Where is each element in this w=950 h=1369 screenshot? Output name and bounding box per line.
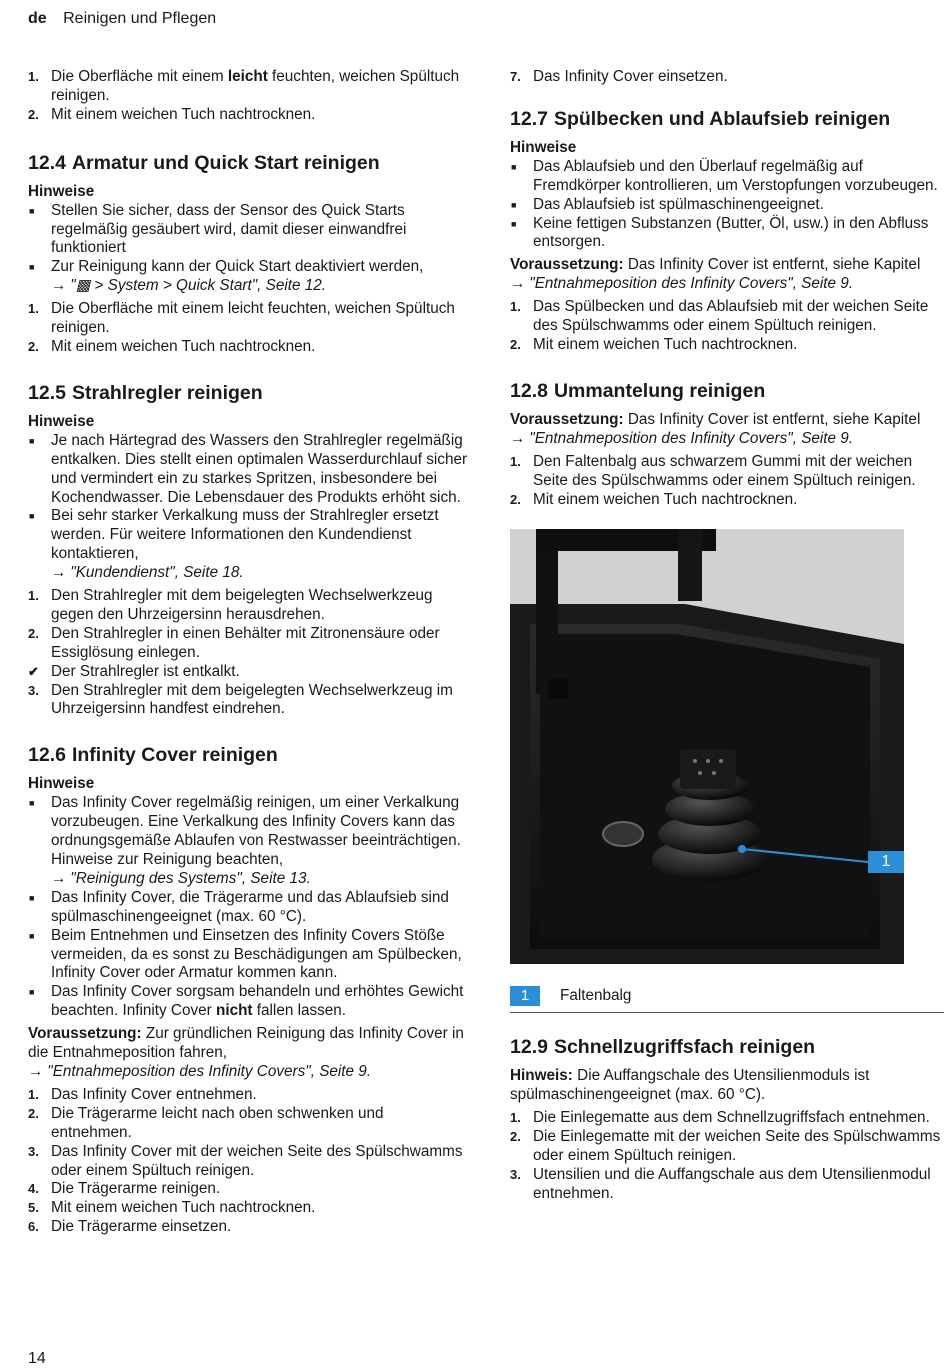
bullet-item: ■ Je nach Härtegrad des Wassers den Strahlregler regelmäßig entkalken. Dies stellt einen optimalen Wasserdurchlauf sicher und vermindert ein zu starkes Spritzen, insbesondere bei Kochendwasser. Die Lebensdauer des Produkts erhöht sich.	[29, 431, 468, 506]
step-item: 4. Die Trägerarme reinigen.	[28, 1180, 221, 1198]
page-number: 14	[28, 1350, 46, 1367]
step-item: 1. Das Spülbecken und das Ablaufsieb mit der weichen Seite des Spülschwamms oder einem Spültuch reinigen.	[510, 298, 929, 335]
right-column	[510, 68, 945, 1204]
figure-legend	[510, 982, 944, 1013]
section-heading-12-6: 12.6 Infinity Cover reinigen	[28, 744, 278, 767]
step-item: 3. Utensilien und die Auffangschale aus dem Utensilienmodul entnehmen.	[510, 1165, 931, 1202]
step-item: 2. Die Einlegematte mit der weichen Seite des Spülschwamms oder einem Spültuch reinigen.	[510, 1128, 941, 1165]
page-header	[28, 10, 216, 29]
hinweise-label: Hinweise	[510, 138, 577, 156]
step-item: 3. Das Infinity Cover mit der weichen Seite des Spülschwamms oder einem Spültuch reinigen.	[28, 1142, 463, 1179]
hinweis-note: Hinweis: Die Auffangschale des Utensilienmoduls ist spülmaschinengeeignet (max. 60 °C).	[510, 1067, 870, 1104]
hinweise-label: Hinweise	[28, 775, 95, 793]
bullet-item: ■ Zur Reinigung kann der Quick Start deaktiviert werden, → "▩ > System > Quick Start", Seite 12.	[28, 258, 468, 296]
step-item: 1. Den Strahlregler mit dem beigelegten Wechselwerkzeug gegen den Uhrzeigersinn herausdrehen.	[28, 587, 433, 623]
step-item: 2. Den Strahlregler in einen Behälter mit Zitronensäure oder Essiglösung einlegen.	[28, 624, 440, 661]
cross-reference[interactable]: → "Entnahmeposition des Infinity Covers", Seite 9.	[510, 429, 854, 447]
bullet-item: ■ Das Infinity Cover regelmäßig reinigen, um einer Verkalkung vorzubeugen. Eine Verkalkung des Infinity Covers kann das ordnungsgemäße Ablaufen von Restwasser beeinträchtigen. Hinweise zur Reinigung beachten, → "Reinigung des Systems", Seite 13.	[28, 794, 468, 889]
bullet-item: ■ Stellen Sie sicher, dass der Sensor des Quick Starts regelmäßig gesäubert wird, damit dieser einwandfrei funktioniert	[29, 201, 407, 257]
bullet-item: ■ Das Infinity Cover, die Trägerarme und das Ablaufsieb sind spülmaschinengeeignet (max. 60 °C).	[29, 888, 449, 925]
sink-illustration	[510, 529, 904, 964]
bullet-item: ■ Bei sehr starker Verkalkung muss der Strahlregler ersetzt werden. Für weitere Informationen den Kundendienst kontaktieren, → "Kundendienst", Seite 18.	[28, 507, 468, 583]
section-heading-12-8: 12.8 Ummantelung reinigen	[510, 379, 766, 402]
step-item: 1. Den Faltenbalg aus schwarzem Gummi mit der weichen Seite des Spülschwamms oder einem Spültuch reinigen.	[510, 452, 916, 489]
sink-photo	[510, 529, 904, 964]
intro-steps	[28, 68, 468, 125]
left-column	[28, 68, 468, 1237]
precondition: Voraussetzung: Das Infinity Cover ist entfernt, siehe Kapitel → "Entnahmeposition des Infinity Covers", Seite 9.	[510, 411, 945, 449]
step-item: 3. Den Strahlregler mit dem beigelegten Wechselwerkzeug im Uhrzeigersinn handfest eindrehen.	[28, 681, 453, 718]
precondition: Voraussetzung: Das Infinity Cover ist entfernt, siehe Kapitel → "Entnahmeposition des Infinity Covers", Seite 9.	[510, 256, 945, 294]
step-item: 5. Mit einem weichen Tuch nachtrocknen.	[28, 1199, 316, 1217]
cross-reference[interactable]: → "Entnahmeposition des Infinity Covers", Seite 9.	[28, 1062, 372, 1080]
section-heading-12-5: 12.5 Strahlregler reinigen	[28, 381, 263, 404]
section-heading-12-9: 12.9 Schnellzugriffsfach reinigen	[510, 1036, 816, 1059]
step-item: 2. Mit einem weichen Tuch nachtrocknen.	[28, 105, 316, 123]
result-item: ✔ Der Strahlregler ist entkalkt.	[28, 662, 240, 680]
section-heading-12-7: 12.7 Spülbecken und Ablaufsieb reinigen	[510, 107, 891, 130]
step-item: 2. Die Trägerarme leicht nach oben schwenken und entnehmen.	[28, 1104, 384, 1141]
bullet-item: ■ Keine fettigen Substanzen (Butter, Öl, usw.) in den Abfluss entsorgen.	[511, 214, 929, 251]
cross-reference[interactable]: → "▩ > System > Quick Start", Seite 12.	[51, 277, 327, 295]
check-icon: ✔	[28, 663, 39, 679]
cross-reference[interactable]: → "Reinigung des Systems", Seite 13.	[51, 869, 311, 887]
cross-reference[interactable]: → "Kundendienst", Seite 18.	[51, 564, 244, 582]
step-item: 2. Mit einem weichen Tuch nachtrocknen.	[510, 335, 798, 353]
bullet-item: ■ Beim Entnehmen und Einsetzen des Infinity Covers Stöße vermeiden, da es sonst zu Beschädigungen am Spülbecken, Infinity Cover oder Armatur kommen kann.	[29, 926, 462, 982]
legend-badge: 1	[510, 986, 540, 1006]
bullet-item: ■ Das Ablaufsieb ist spülmaschinengeeignet.	[511, 195, 824, 213]
step-item: 2. Mit einem weichen Tuch nachtrocknen.	[510, 490, 798, 508]
callout-badge: 1	[868, 851, 904, 873]
step-item: 1. Die Oberfläche mit einem leicht feuchten, weichen Spültuch reinigen.	[28, 300, 455, 337]
chapter-title: Reinigen und Pflegen	[63, 10, 217, 27]
step-item: 7. Das Infinity Cover einsetzen.	[510, 68, 728, 85]
bullet-item: ■ Das Ablaufsieb und den Überlauf regelmäßig auf Fremdkörper kontrollieren, um Verstopfungen vorzubeugen.	[511, 157, 938, 194]
section-heading-12-4: 12.4 Armatur und Quick Start reinigen	[28, 151, 380, 174]
step-item: 1. Die Einlegematte aus dem Schnellzugriffsfach entnehmen.	[510, 1109, 930, 1127]
step-item: 6. Die Trägerarme einsetzen.	[28, 1218, 232, 1236]
hinweise-label: Hinweise	[28, 412, 95, 430]
step-item: 1. Die Oberfläche mit einem leicht feuchten, weichen Spültuch reinigen.	[28, 68, 460, 104]
hinweise-label: Hinweise	[28, 182, 95, 200]
language-code: de	[28, 10, 47, 27]
legend-label: Faltenbalg	[560, 986, 632, 1004]
step-item: 2. Mit einem weichen Tuch nachtrocknen.	[28, 337, 316, 355]
step-item: 1. Das Infinity Cover entnehmen.	[28, 1085, 257, 1103]
bullet-item: ■ Das Infinity Cover sorgsam behandeln und erhöhtes Gewicht beachten. Infinity Cover nicht fallen lassen.	[29, 983, 464, 1020]
precondition: Voraussetzung: Zur gründlichen Reinigung das Infinity Cover in die Entnahmeposition fahren, → "Entnahmeposition des Infinity Covers", Seite 9.	[28, 1025, 468, 1082]
cross-reference[interactable]: → "Entnahmeposition des Infinity Covers", Seite 9.	[510, 275, 854, 293]
